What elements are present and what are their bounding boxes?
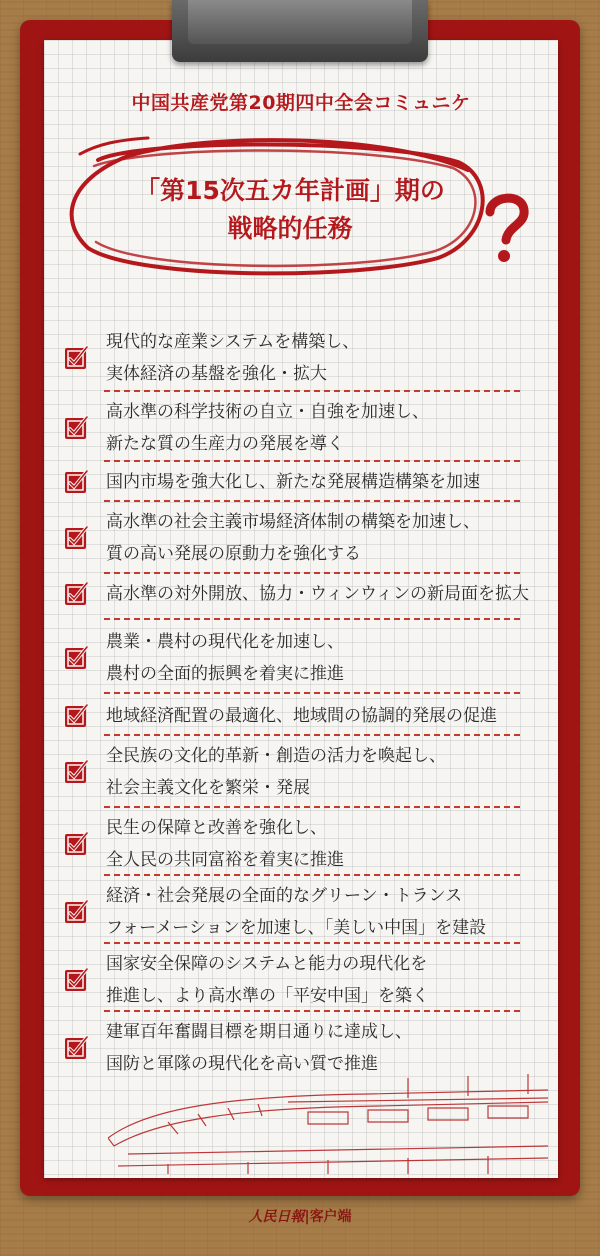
list-item [62, 578, 562, 610]
item-text: 民生の保障と改善を強化し、 全人民の共同富裕を着実に推進 [106, 818, 344, 870]
list-item [62, 326, 562, 390]
clipboard-clip-plate [188, 0, 412, 44]
item-text: 高水準の対外開放、協力・ウィンウィンの新局面を拡大 [106, 584, 529, 604]
item-text: 国内市場を強大化し、新たな発展構造構築を加速 [106, 472, 480, 492]
train-illustration [108, 1068, 554, 1174]
item-text: 高水準の社会主義市場経済体制の構築を加速し、 質の高い発展の原動力を強化する [106, 512, 480, 564]
item-text: 建軍百年奮闘目標を期日通りに達成し、 国防と軍隊の現代化を高い質で推進 [106, 1022, 412, 1074]
checked-box-icon [62, 344, 94, 372]
checked-box-icon [62, 758, 94, 786]
item-text: 農業・農村の現代化を加速し、 農村の全面的振興を着実に推進 [106, 632, 344, 684]
divider [104, 390, 520, 392]
list-item [62, 396, 562, 460]
page-header: 中国共産党第20期四中全会コミュニケ [131, 92, 471, 114]
checked-box-icon [62, 830, 94, 858]
item-text: 現代的な産業システムを構築し、 実体経済の基盤を強化・拡大 [106, 332, 360, 384]
list-item [62, 740, 562, 804]
title-block [100, 172, 480, 248]
item-text: 経済・社会発展の全面的なグリーン・トランス フォーメーションを加速し、「美しい中国」を建設 [106, 886, 487, 938]
list-item [62, 812, 562, 876]
checked-box-icon [62, 966, 94, 994]
divider [104, 572, 520, 574]
item-text: 全民族の文化的革新・創造の活力を喚起し、 社会主義文化を繁栄・発展 [106, 746, 446, 798]
checked-box-icon [62, 644, 94, 672]
divider [104, 692, 520, 694]
divider [104, 460, 520, 462]
divider [104, 874, 520, 876]
checked-box-icon [62, 580, 94, 608]
list-item [62, 506, 562, 570]
divider [104, 806, 520, 808]
checked-box-icon [62, 524, 94, 552]
list-item [62, 948, 562, 1012]
footer-label: 客户端 [309, 1209, 352, 1225]
title-line-2: 戦略的任務 [227, 214, 353, 243]
question-mark-icon [476, 188, 536, 268]
list-item [62, 626, 562, 690]
checked-box-icon [62, 468, 94, 496]
footer-logo [0, 1206, 600, 1226]
footer-separator: | [304, 1209, 310, 1225]
divider [104, 1010, 520, 1012]
checked-box-icon [62, 1034, 94, 1062]
brand-logo: 人民日報 [248, 1209, 305, 1225]
list-item [62, 700, 562, 732]
title-line-1: 「第15次五カ年計画」期の [135, 176, 445, 205]
divider [104, 942, 520, 944]
list-item [62, 880, 562, 944]
divider [104, 500, 520, 502]
list-item [62, 466, 562, 498]
item-text: 地域経済配置の最適化、地域間の協調的発展の促進 [106, 706, 497, 726]
checked-box-icon [62, 898, 94, 926]
item-text: 国家安全保障のシステムと能力の現代化を 推進し、より高水準の「平安中国」を築く [106, 954, 429, 1006]
divider [104, 618, 520, 620]
checked-box-icon [62, 702, 94, 730]
item-text: 高水準の科学技術の自立・自強を加速し、 新たな質の生産力の発展を導く [106, 402, 429, 454]
divider [104, 734, 520, 736]
checked-box-icon [62, 414, 94, 442]
